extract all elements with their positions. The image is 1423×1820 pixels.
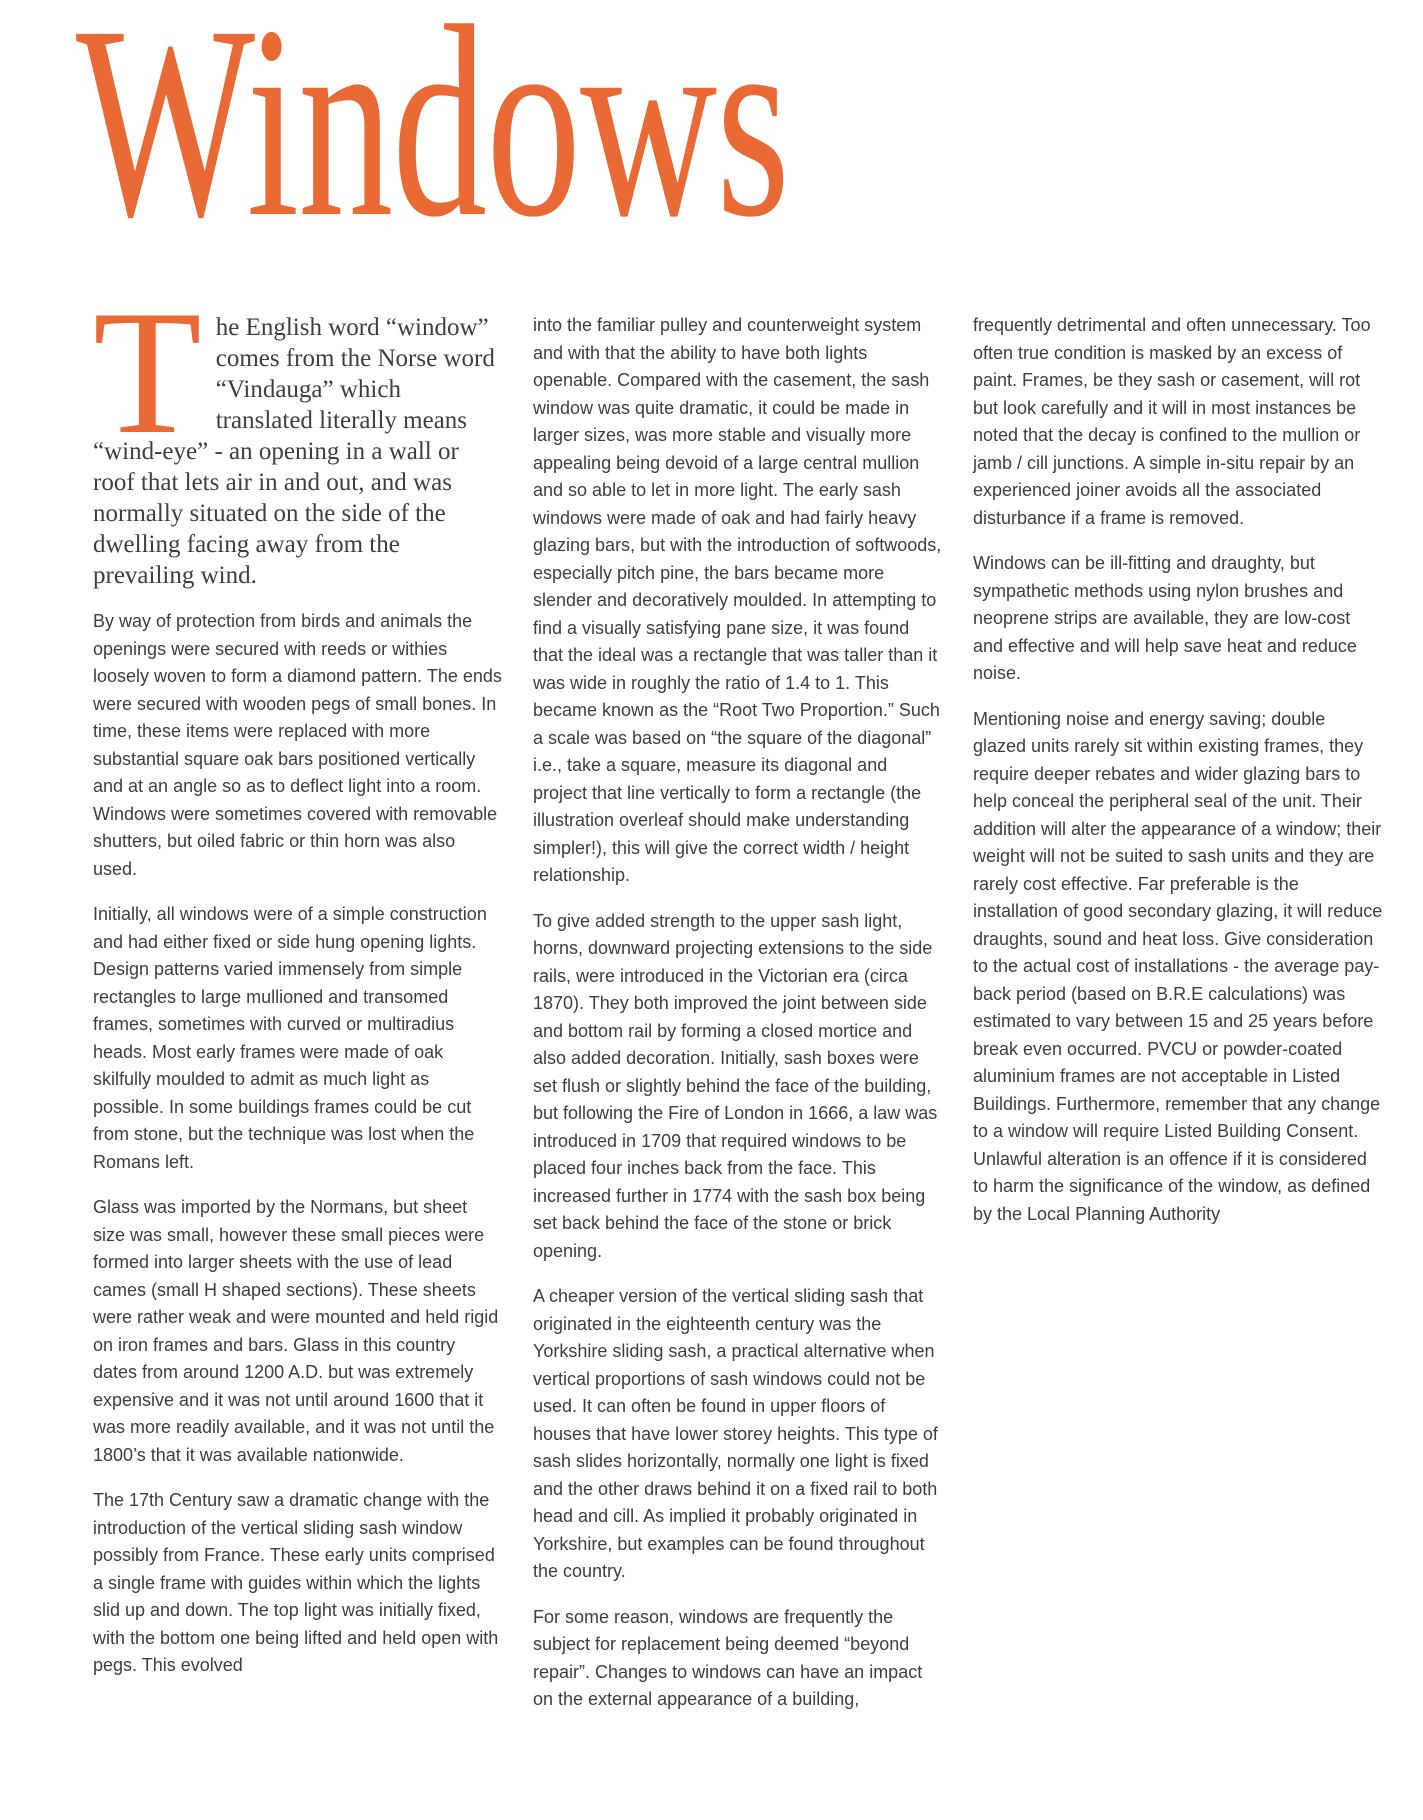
drop-cap: T — [93, 273, 202, 471]
paragraph: Glass was imported by the Normans, but sheet size was small, however these small pieces were formed into larger sheets with the use of lead cames (small H shaped sections). These sheets were rather weak and were mounted and held rigid on iron frames and bars. Glass in this country dates from around 1200 A.D. but was extremely expensive and it was not until around 1600 that it was more readily available, and it was not until the 1800’s that it was available nationwide. — [93, 1197, 499, 1465]
paragraph: Initially, all windows were of a simple construction and had either fixed or side hung opening lights. Design patterns varied immensely from simple rectangles to large mullioned and transomed frames, sometimes with curved or multiradius heads. Most early frames were made of oak skilfully moulded to admit as much light as possible. In some buildings frames could be cut from stone, but the technique was lost when the Romans left. — [93, 904, 487, 1172]
paragraph: To give added strength to the upper sash light, horns, downward projecting extensions to the side rails, were introduced in the Victorian era (circa 1870). They both improved the joint between side and bottom rail by forming a closed mortice and also added decoration. Initially, sash boxes were set flush or slightly behind the face of the building, but following the Fire of London in 1666, a law was introduced in 1709 that required windows to be placed four inches back from the face. This increased further in 1774 with the sash box being set back behind the face of the stone or brick opening. — [533, 910, 938, 1261]
page-title: Windows — [76, 0, 790, 274]
paragraph: By way of protection from birds and animals the openings were secured with reeds or withies loosely woven to form a diamond pattern. The ends were secured with wooden pegs of small bones. In time, these items were replaced with more substantial square oak bars positioned vertically and at an angle so as to deflect light into a room. Windows were sometimes covered with removable shutters, but oiled fabric or thin horn was also used. — [93, 611, 502, 879]
intro-text: he English word “window” comes from the Norse word “Vindauga” which translated literally means “wind-eye” - an opening in a wall or roof that lets air in and out, and was normally situated on the side of the dwelling facing away from the prevailing wind. — [93, 314, 495, 589]
paragraph: A cheaper version of the vertical sliding sash that originated in the eighteenth century was the Yorkshire sliding sash, a practical alternative when vertical proportions of sash windows could not be used. It can often be found in upper floors of houses that have lower storey heights. This type of sash slides horizontally, normally one light is fixed and the other draws behind it on a fixed rail to both head and cill. As implied it probably originated in Yorkshire, but examples can be found throughout the country. — [533, 1286, 938, 1581]
column-1 — [93, 273, 503, 1732]
paragraph: into the familiar pulley and counterweight system and with that the ability to have both lights openable. Compared with the casement, the sash window was quite dramatic, it could be made in larger sizes, was more stable and visually more appealing being devoid of a large central mullion and so able to let in more light. The early sash windows were made of oak and had fairly heavy glazing bars, but with the introduction of softwoods, especially pitch pine, the bars became more slender and decoratively moulded. In attempting to find a visually satisfying pane size, it was found that the ideal was a rectangle that was taller than it was wide in roughly the ratio of 1.4 to 1. This became known as the “Root Two Proportion.” Such a scale was based on “the square of the diagonal” i.e., take a square, measure its diagonal and project that line vertically to form a rectangle (the illustration overleaf should make understanding simpler!), this will give the correct width / height relationship. — [533, 315, 942, 885]
paragraph: Mentioning noise and energy saving; double glazed units rarely sit within existing frames, they require deeper rebates and wider glazing bars to help conceal the peripheral seal of the unit. Their addition will alter the appearance of a window; their weight will not be suited to sash units and they are rarely cost effective. Far preferable is the installation of good secondary glazing, it will reduce draughts, sound and heat loss. Give consideration to the actual cost of installations - the average pay-back period (based on B.R.E calculations) was estimated to vary between 15 and 25 years before break even occurred. PVCU or powder-coated aluminium frames are not acceptable in Listed Buildings. Furthermore, remember that any change to a window will require Listed Building Consent. Unlawful alteration is an offence if it is considered to harm the significance of the window, as defined by the Local Planning Authority — [973, 708, 1383, 1224]
paragraph: For some reason, windows are frequently the subject for replacement being deemed “beyond repair”. Changes to windows can have an impact on the external appearance of a building, — [533, 1606, 923, 1709]
paragraph: frequently detrimental and often unnecessary. Too often true condition is masked by an excess of paint. Frames, be they sash or casement, will rot but look carefully and it will in most instances be noted that the decay is confined to the mullion or jamb / cill junctions. A simple in-situ repair by an experienced joiner avoids all the associated disturbance if a frame is removed. — [973, 315, 1371, 528]
column-3 — [973, 312, 1383, 1732]
column-2 — [533, 312, 943, 1732]
intro-paragraph — [93, 273, 503, 591]
paragraph: Windows can be ill-fitting and draughty, but sympathetic methods using nylon brushes and neoprene strips are available, they are low-cost and effective and will help save heat and reduce noise. — [973, 553, 1357, 683]
paragraph: The 17th Century saw a dramatic change with the introduction of the vertical sliding sash window possibly from France. These early units comprised a single frame with guides within which the lights slid up and down. The top light was initially fixed, with the bottom one being lifted and held open with pegs. This evolved — [93, 1490, 499, 1675]
text-columns — [93, 273, 1383, 1732]
